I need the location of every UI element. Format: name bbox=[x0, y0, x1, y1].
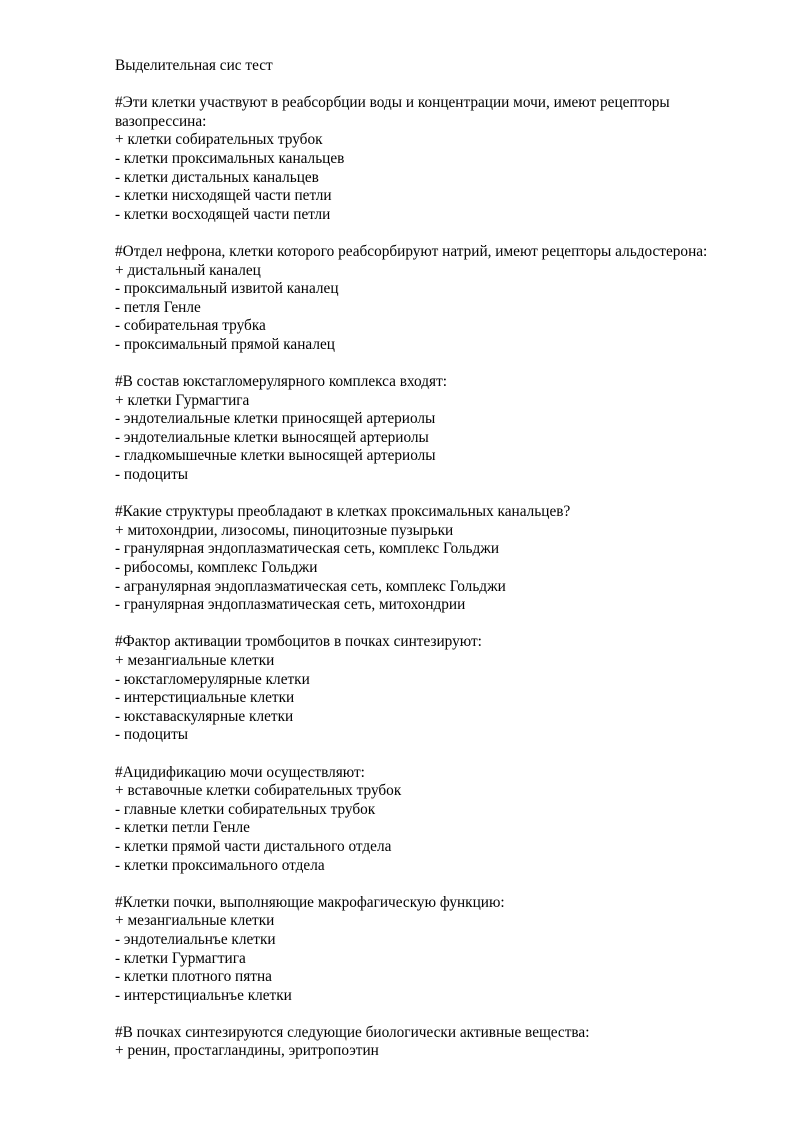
blank-line bbox=[115, 224, 755, 243]
answer-option: - клетки прямой части дистального отдела bbox=[115, 837, 392, 855]
answer-option: + клетки Гурмагтига bbox=[115, 391, 250, 409]
answer-option: + вставочные клетки собирательных трубок bbox=[115, 782, 402, 800]
answer-option: + ренин, простагландины, эритропоэтин bbox=[115, 1042, 379, 1060]
question-text: #Эти клетки участвуют в реабсорбции воды и концентрации мочи, имеют рецепторы вазопрессина: bbox=[115, 94, 674, 130]
question-block-8 bbox=[115, 1024, 755, 1061]
answer-option: - клетки проксимальных канальцев bbox=[115, 149, 345, 167]
answer-option: - клетки петли Генле bbox=[115, 819, 250, 837]
answer-option: - интерстициальнъе клетки bbox=[115, 986, 292, 1004]
question-block-5 bbox=[115, 633, 755, 745]
answer-option: - клетки нисходящей части петли bbox=[115, 187, 332, 205]
question-text: #В почках синтезируются следующие биологически активные вещества: bbox=[115, 1023, 590, 1041]
answer-option: - клетки восходящей части петли bbox=[115, 205, 331, 223]
answer-option: - гладкомышечные клетки выносящей артериолы bbox=[115, 447, 436, 465]
question-block-6 bbox=[115, 764, 755, 876]
question-text: #В состав юкстагломерулярного комплекса входят: bbox=[115, 373, 448, 391]
answer-option: - клетки проксимального отдела bbox=[115, 856, 325, 874]
answer-option: + митохондрии, лизосомы, пиноцитозные пузырьки bbox=[115, 521, 454, 539]
answer-option: - клетки Гурмагтига bbox=[115, 949, 246, 967]
answer-option: + мезангиальные клетки bbox=[115, 912, 275, 930]
answer-option: - собирательная трубка bbox=[115, 317, 266, 335]
answer-option: + клетки собирательных трубок bbox=[115, 131, 323, 149]
question-block-7 bbox=[115, 894, 755, 1006]
answer-option: - рибосомы, комплекс Гольджи bbox=[115, 559, 318, 577]
document-body bbox=[115, 57, 755, 1061]
question-text: #Отдел нефрона, клетки которого реабсорбируют натрий, имеют рецепторы альдостерона: bbox=[115, 242, 708, 260]
question-block-3 bbox=[115, 373, 755, 485]
answer-option: - эндотелиальные клетки приносящей артериолы bbox=[115, 410, 436, 428]
question-block-1 bbox=[115, 94, 755, 224]
answer-option: - главные клетки собирательных трубок bbox=[115, 800, 376, 818]
answer-option: - проксимальный прямой каналец bbox=[115, 335, 335, 353]
question-block-4 bbox=[115, 503, 755, 615]
blank-line bbox=[115, 355, 755, 374]
answer-option: - юкстагломерулярные клетки bbox=[115, 670, 310, 688]
answer-option: + мезангиальные клетки bbox=[115, 652, 275, 669]
question-text: #Клетки почки, выполняющие макрофагическую функцию: bbox=[115, 893, 505, 911]
blank-line bbox=[115, 875, 755, 894]
answer-option: - интерстициальные клетки bbox=[115, 689, 295, 707]
question-text: #Ацидификацию мочи осуществляют: bbox=[115, 763, 365, 781]
answer-option: - петля Генле bbox=[115, 298, 201, 316]
blank-line bbox=[115, 76, 755, 95]
question-block-2 bbox=[115, 243, 755, 355]
question-text: #Фактор активации тромбоцитов в почках синтезируют: bbox=[115, 633, 482, 651]
answer-option: - подоциты bbox=[115, 726, 189, 744]
blank-line bbox=[115, 615, 755, 634]
answer-option: - клетки плотного пятна bbox=[115, 968, 272, 986]
question-text: #Какие структуры преобладают в клетках проксимальных канальцев? bbox=[115, 503, 571, 521]
document-title: Выделительная сис тест bbox=[115, 57, 273, 74]
answer-option: - гранулярная эндоплазматическая сеть, митохондрии bbox=[115, 596, 466, 614]
answer-option: - подоциты bbox=[115, 466, 189, 484]
answer-option: - гранулярная эндоплазматическая сеть, комплекс Гольджи bbox=[115, 540, 500, 558]
answer-option: - агранулярная эндоплазматическая сеть, комплекс Гольджи bbox=[115, 577, 506, 595]
blank-line bbox=[115, 745, 755, 764]
blank-line bbox=[115, 1005, 755, 1024]
answer-option: - эндотелиальнъе клетки bbox=[115, 930, 276, 948]
answer-option: + дистальный каналец bbox=[115, 261, 261, 279]
answer-option: - эндотелиальные клетки выносящей артериолы bbox=[115, 428, 429, 446]
answer-option: - юкставаскулярные клетки bbox=[115, 707, 294, 725]
blank-line bbox=[115, 485, 755, 504]
answer-option: - проксимальный извитой каналец bbox=[115, 280, 339, 298]
answer-option: - клетки дистальных канальцев bbox=[115, 168, 319, 186]
